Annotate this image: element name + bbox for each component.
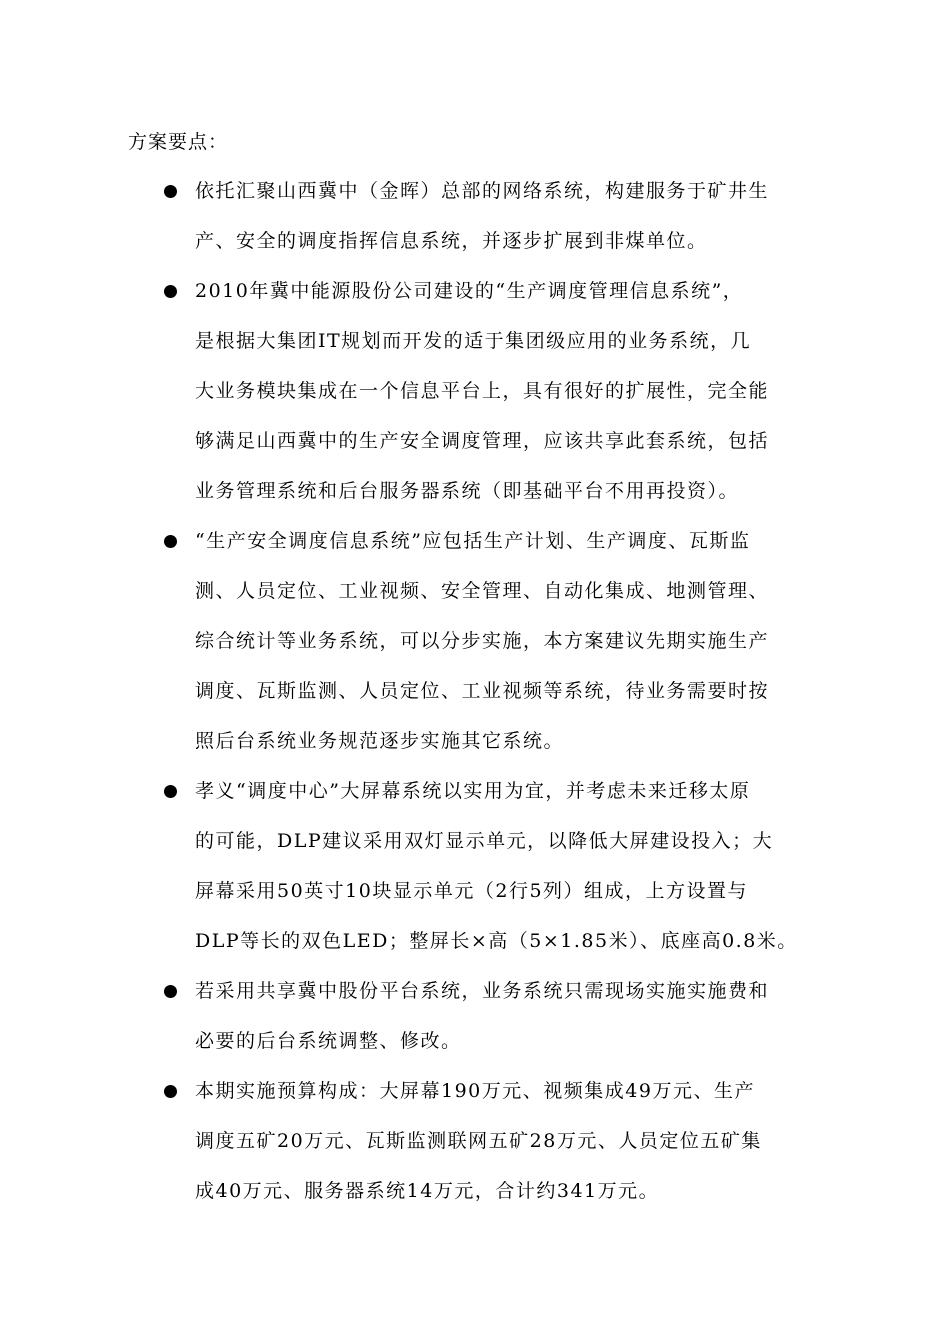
bullet-line: 照后台系统业务规范逐步实施其它系统。 (195, 730, 565, 752)
bullet-dot-icon (164, 985, 177, 998)
bullet-line: 屏幕采用50英寸10块显示单元（2行5列）组成，上方设置与 (195, 880, 749, 902)
bullet-line: 大业务模块集成在一个信息平台上，具有很好的扩展性，完全能 (195, 380, 770, 402)
bullet-line: 2010年冀中能源股份公司建设的“生产调度管理信息系统”， (195, 280, 744, 302)
bullet-line: 调度、瓦斯监测、人员定位、工业视频等系统，待业务需要时按 (195, 680, 770, 702)
bullet-line: 够满足山西冀中的生产安全调度管理，应该共享此套系统，包括 (195, 430, 770, 452)
bullet-dot-icon (164, 1085, 177, 1098)
section-heading: 方案要点： (128, 131, 229, 153)
bullet-line: “生产安全调度信息系统”应包括生产计划、生产调度、瓦斯监 (195, 530, 751, 552)
bullet-line: 本期实施预算构成：大屏幕190万元、视频集成49万元、生产 (195, 1080, 755, 1102)
bullet-line: 产、安全的调度指挥信息系统，并逐步扩展到非煤单位。 (195, 230, 708, 252)
bullet-line: 调度五矿20万元、瓦斯监测联网五矿28万元、人员定位五矿集 (195, 1130, 762, 1152)
bullet-line: 的可能，DLP建议采用双灯显示单元，以降低大屏建设投入；大 (195, 830, 774, 852)
bullet-dot-icon (164, 535, 177, 548)
bullet-dot-icon (164, 285, 177, 298)
bullet-line: 业务管理系统和后台服务器系统（即基础平台不用再投资）。 (195, 480, 740, 502)
bullet-line: 测、人员定位、工业视频、安全管理、自动化集成、地测管理、 (195, 580, 770, 602)
bullet-line: 综合统计等业务系统，可以分步实施，本方案建议先期实施生产 (195, 630, 770, 652)
bullet-line: 依托汇聚山西冀中（金晖）总部的网络系统，构建服务于矿井生 (195, 180, 770, 202)
bullet-line: 成40万元、服务器系统14万元，合计约341万元。 (195, 1180, 660, 1202)
bullet-line: 是根据大集团IT规划而开发的适于集团级应用的业务系统，几 (195, 330, 752, 352)
bullet-dot-icon (164, 185, 177, 198)
bullet-dot-icon (164, 785, 177, 798)
bullet-line: 孝义“调度中心”大屏幕系统以实用为宜，并考虑未来迁移太原 (195, 780, 751, 802)
bullet-line: 必要的后台系统调整、修改。 (195, 1030, 462, 1052)
bullet-line: 若采用共享冀中股份平台系统，业务系统只需现场实施实施费和 (195, 980, 770, 1002)
bullet-line: DLP等长的双色LED；整屏长×高（5×1.85米）、底座高0.8米。 (195, 930, 798, 952)
